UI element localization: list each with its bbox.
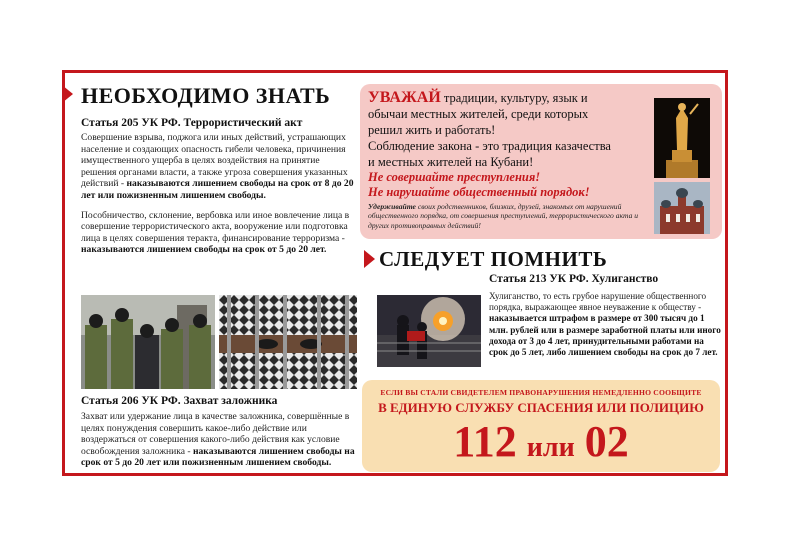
respect-lead: УВАЖАЙ — [368, 89, 441, 106]
article-213-body: Хулиганство, то есть грубое нарушение общественного порядка, выражающее явное неуважение к обществу - — [489, 291, 707, 313]
article-206-title: Статья 206 УК РФ. Захват заложника — [81, 395, 278, 407]
respect-line-1-text: традиции, культуру, язык и — [440, 91, 588, 105]
respect-small-lead: Удерживайте — [368, 202, 416, 211]
article-205-penalty: наказываются лишением свободы на срок от 8 до 20 лет или пожизненным лишением свободы. — [81, 178, 354, 201]
article-205-text — [81, 132, 356, 256]
emergency-numbers — [362, 416, 720, 468]
photo-monument — [654, 98, 710, 178]
emergency-number-112: 112 — [453, 417, 517, 466]
emergency-panel — [362, 380, 720, 472]
article-213-text — [489, 291, 725, 358]
arrow-marker-right — [364, 250, 375, 268]
arrow-marker-left — [62, 85, 73, 103]
article-206-body: Захват или удержание лица в качестве заложника, совершённые в целях понуждения совершить какое-либо действие или воздержаться от совершения какого-либо действия как условие освобождения заложника - — [81, 411, 350, 457]
respect-line-5: и местных жителей на Кубани! — [368, 155, 534, 169]
article-213-penalty: наказывается штрафом в размере от 300 тысяч до 1 млн. рублей или в размере заработной платы или иного дохода от 3 до 4 лет, принудительными работами на срок до 5 лет, либо лишением свободы на срок до 7 лет. — [489, 313, 721, 358]
photo-arrest — [81, 295, 215, 389]
article-206-penalty: наказываются лишением свободы на срок от 5 до 20 лет или пожизненным лишением свободы. — [81, 445, 355, 469]
respect-panel — [360, 84, 722, 239]
warning-crime: Не совершайте преступления! — [368, 170, 541, 184]
article-206-text — [81, 411, 356, 469]
emergency-number-02: 02 — [584, 417, 629, 466]
article-213-title: Статья 213 УК РФ. Хулиганство — [489, 273, 659, 285]
respect-small-text — [368, 202, 646, 230]
respect-line-3: решил жить и работать! — [368, 123, 496, 137]
poster — [62, 70, 728, 476]
respect-line-4: Соблюдение закона - это традиция казачества — [368, 139, 611, 153]
warning-order: Не нарушайте общественный порядок! — [368, 185, 590, 199]
left-heading: НЕОБХОДИМО ЗНАТЬ — [81, 83, 331, 108]
emergency-line-2: В ЕДИНУЮ СЛУЖБУ СПАСЕНИЯ ИЛИ ПОЛИЦИЮ — [378, 400, 704, 415]
article-205-title: Статья 205 УК РФ. Террористический акт — [81, 117, 303, 129]
respect-small-body: своих родственников, близких, друзей, знакомых от нарушений общественного порядка, от совершения преступлений, террористического акта и других противоправных действий! — [368, 202, 639, 230]
right-heading: СЛЕДУЕТ ПОМНИТЬ — [379, 247, 608, 271]
article-205-body: Совершение взрыва, поджога или иных действий, устрашающих население и создающих опасность гибели человека, причинения имущественного ущерба в целях воздействия на принятие решения органами власти, а также угроза совершения указанных действий - — [81, 132, 348, 190]
article-205-body-2: Пособничество, склонение, вербовка или иное вовлечение лица в совершение террористического акта, вооружение или подготовка лица в целях совершения теракта, финансирование терроризма - — [81, 209, 350, 244]
emergency-or: или — [526, 432, 575, 463]
photo-cathedral — [654, 182, 710, 234]
photo-masked-person — [219, 295, 357, 389]
article-205-penalty-2: наказываются лишением свободы на срок от 5 до 20 лет. — [81, 244, 327, 256]
photo-hooligans-flare — [377, 295, 481, 367]
respect-line-2: обычаи местных жителей, среди которых — [368, 107, 589, 121]
emergency-line-1: ЕСЛИ ВЫ СТАЛИ СВИДЕТЕЛЕМ ПРАВОНАРУШЕНИЯ НЕМЕДЛЕННО СООБЩИТЕ — [380, 388, 702, 397]
respect-line-1 — [368, 90, 646, 106]
